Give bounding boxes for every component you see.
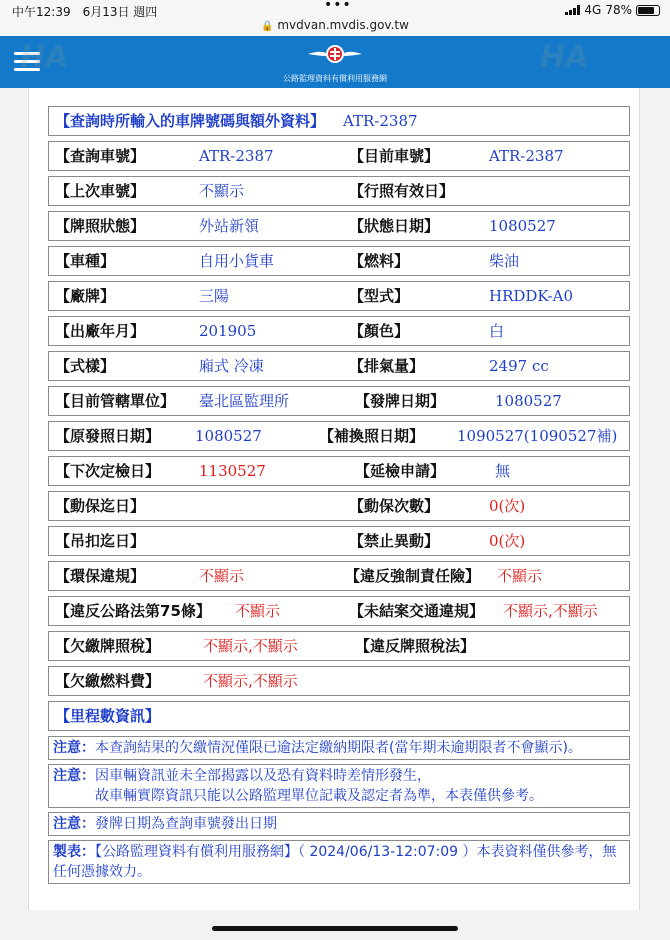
field-label: 【車種】 [55, 252, 116, 270]
field-label: 【動保次數】 [349, 497, 440, 515]
field-label: 【燃料】 [349, 252, 410, 270]
field-label: 【原發照日期】 [55, 427, 161, 445]
field-value: 不顯示 [199, 182, 245, 200]
field-label: 【違反牌照稅法】 [355, 637, 476, 655]
mileage-heading: 【里程數資訊】 [55, 707, 161, 725]
note-generated [48, 840, 630, 884]
field-value: 不顯示 [497, 567, 543, 585]
field-label: 【禁止異動】 [349, 532, 440, 550]
battery-percent: 78% [605, 3, 632, 17]
signal-icon [565, 5, 580, 15]
field-value: 不顯示,不顯示 [203, 672, 298, 690]
watermark-logo: HA [20, 40, 69, 75]
field-label: 【發牌日期】 [355, 392, 446, 410]
field-value: 無 [495, 462, 511, 480]
field-value: 臺北區監理所 [199, 392, 290, 410]
field-label: 【補換照日期】 [319, 427, 425, 445]
note-overdue [48, 736, 630, 760]
note-text: 故車輛實際資訊只能以公路監理單位記載及認定者為準，本表僅供參考。 [95, 788, 543, 804]
field-value: 1090527(1090527補) [457, 427, 618, 445]
field-value: 自用小貨車 [199, 252, 275, 270]
info-row [48, 526, 630, 556]
lock-icon: 🔒 [261, 21, 274, 32]
info-row [48, 211, 630, 241]
field-label: 【目前車號】 [349, 147, 440, 165]
field-value: ATR-2387 [489, 147, 564, 165]
field-value: 柴油 [489, 252, 520, 270]
more-dots-icon[interactable]: ••• [324, 0, 352, 13]
info-row [48, 281, 630, 311]
field-value: 2497 cc [489, 357, 549, 375]
field-value: 1080527 [195, 427, 262, 445]
field-label: 【下次定檢日】 [55, 462, 161, 480]
info-row [48, 316, 630, 346]
field-value: 0(次) [489, 497, 526, 515]
field-label: 【顏色】 [349, 322, 410, 340]
field-label: 【違反強制責任險】 [345, 567, 481, 585]
note-plate-date [48, 812, 630, 836]
field-value: 1130527 [199, 462, 266, 480]
field-value: 白 [489, 322, 505, 340]
info-row [48, 141, 630, 171]
note-text: 發牌日期為查詢車號發出日期 [95, 816, 277, 832]
field-label: 【延檢申請】 [355, 462, 446, 480]
mileage-heading-row [48, 701, 630, 731]
info-row [48, 176, 630, 206]
note-label: 注意： [53, 816, 95, 832]
field-value: 外站新領 [199, 217, 260, 235]
query-heading: 【查詢時所輸入的車牌號碼與額外資料】 [55, 112, 326, 130]
field-label: 【狀態日期】 [349, 217, 440, 235]
field-label: 【排氣量】 [349, 357, 425, 375]
url-text: mvdvan.mvdis.gov.tw [277, 18, 409, 32]
info-row [48, 246, 630, 276]
info-row [48, 631, 630, 661]
field-label: 【違反公路法第75條】 [55, 602, 211, 620]
note-label: 製表： [53, 844, 95, 860]
status-bar [0, 0, 670, 36]
info-row [48, 386, 630, 416]
info-row [48, 561, 630, 591]
note-label: 注意： [53, 768, 95, 784]
info-row [48, 491, 630, 521]
info-row [48, 666, 630, 696]
field-value: 1080527 [489, 217, 556, 235]
site-title: 公路監理資料有償利用服務網 [283, 74, 387, 83]
field-label: 【式樣】 [55, 357, 116, 375]
field-label: 【上次車號】 [55, 182, 146, 200]
field-value: 不顯示 [199, 567, 245, 585]
network-type: 4G [584, 3, 602, 17]
watermark-logo: HA [540, 40, 589, 75]
info-row [48, 596, 630, 626]
field-value: ATR-2387 [199, 147, 274, 165]
field-label: 【行照有效日】 [349, 182, 455, 200]
field-value: 不顯示,不顯示 [203, 637, 298, 655]
field-label: 【欠繳牌照稅】 [55, 637, 161, 655]
info-row [48, 456, 630, 486]
field-label: 【未結案交通違規】 [349, 602, 485, 620]
note-text: 因車輛資訊並未全部揭露以及恐有資料時差情形發生， [95, 768, 431, 784]
query-heading-row [48, 106, 630, 136]
status-time: 中午12:39 6月13日 週四 [12, 5, 158, 19]
battery-icon [636, 5, 660, 16]
status-right [565, 3, 660, 17]
note-text: 【公路監理資料有償利用服務網】（ 2024/06/13-12:07:09 ）本表資料僅供參考，無任何憑據效力。 [53, 844, 617, 880]
field-label: 【牌照狀態】 [55, 217, 146, 235]
field-value: 不顯示 [235, 602, 281, 620]
query-plate: ATR-2387 [343, 112, 418, 130]
field-label: 【環保違規】 [55, 567, 146, 585]
field-label: 【查詢車號】 [55, 147, 146, 165]
field-label: 【動保迄日】 [55, 497, 146, 515]
field-label: 【目前管轄單位】 [55, 392, 176, 410]
field-value: 201905 [199, 322, 257, 340]
site-logo-icon[interactable] [306, 40, 364, 72]
field-value: 三陽 [199, 287, 230, 305]
field-value: 1080527 [495, 392, 562, 410]
info-row [48, 421, 630, 451]
field-label: 【吊扣迄日】 [55, 532, 146, 550]
info-row [48, 351, 630, 381]
field-label: 【欠繳燃料費】 [55, 672, 161, 690]
address-bar[interactable] [0, 18, 670, 32]
note-disclaimer [48, 764, 630, 808]
field-value: 廂式 冷凍 [199, 357, 264, 375]
home-indicator[interactable] [212, 926, 458, 931]
note-label: 注意： [53, 740, 95, 756]
field-label: 【出廠年月】 [55, 322, 146, 340]
vehicle-info-table [48, 106, 630, 888]
note-text: 本查詢結果的欠繳情況僅限已逾法定繳納期限者(當年期未逾期限者不會顯示)。 [95, 740, 582, 756]
field-value: 0(次) [489, 532, 526, 550]
field-label: 【型式】 [349, 287, 410, 305]
field-label: 【廠牌】 [55, 287, 116, 305]
field-value: 不顯示,不顯示 [503, 602, 598, 620]
field-value: HRDDK-A0 [489, 287, 573, 305]
